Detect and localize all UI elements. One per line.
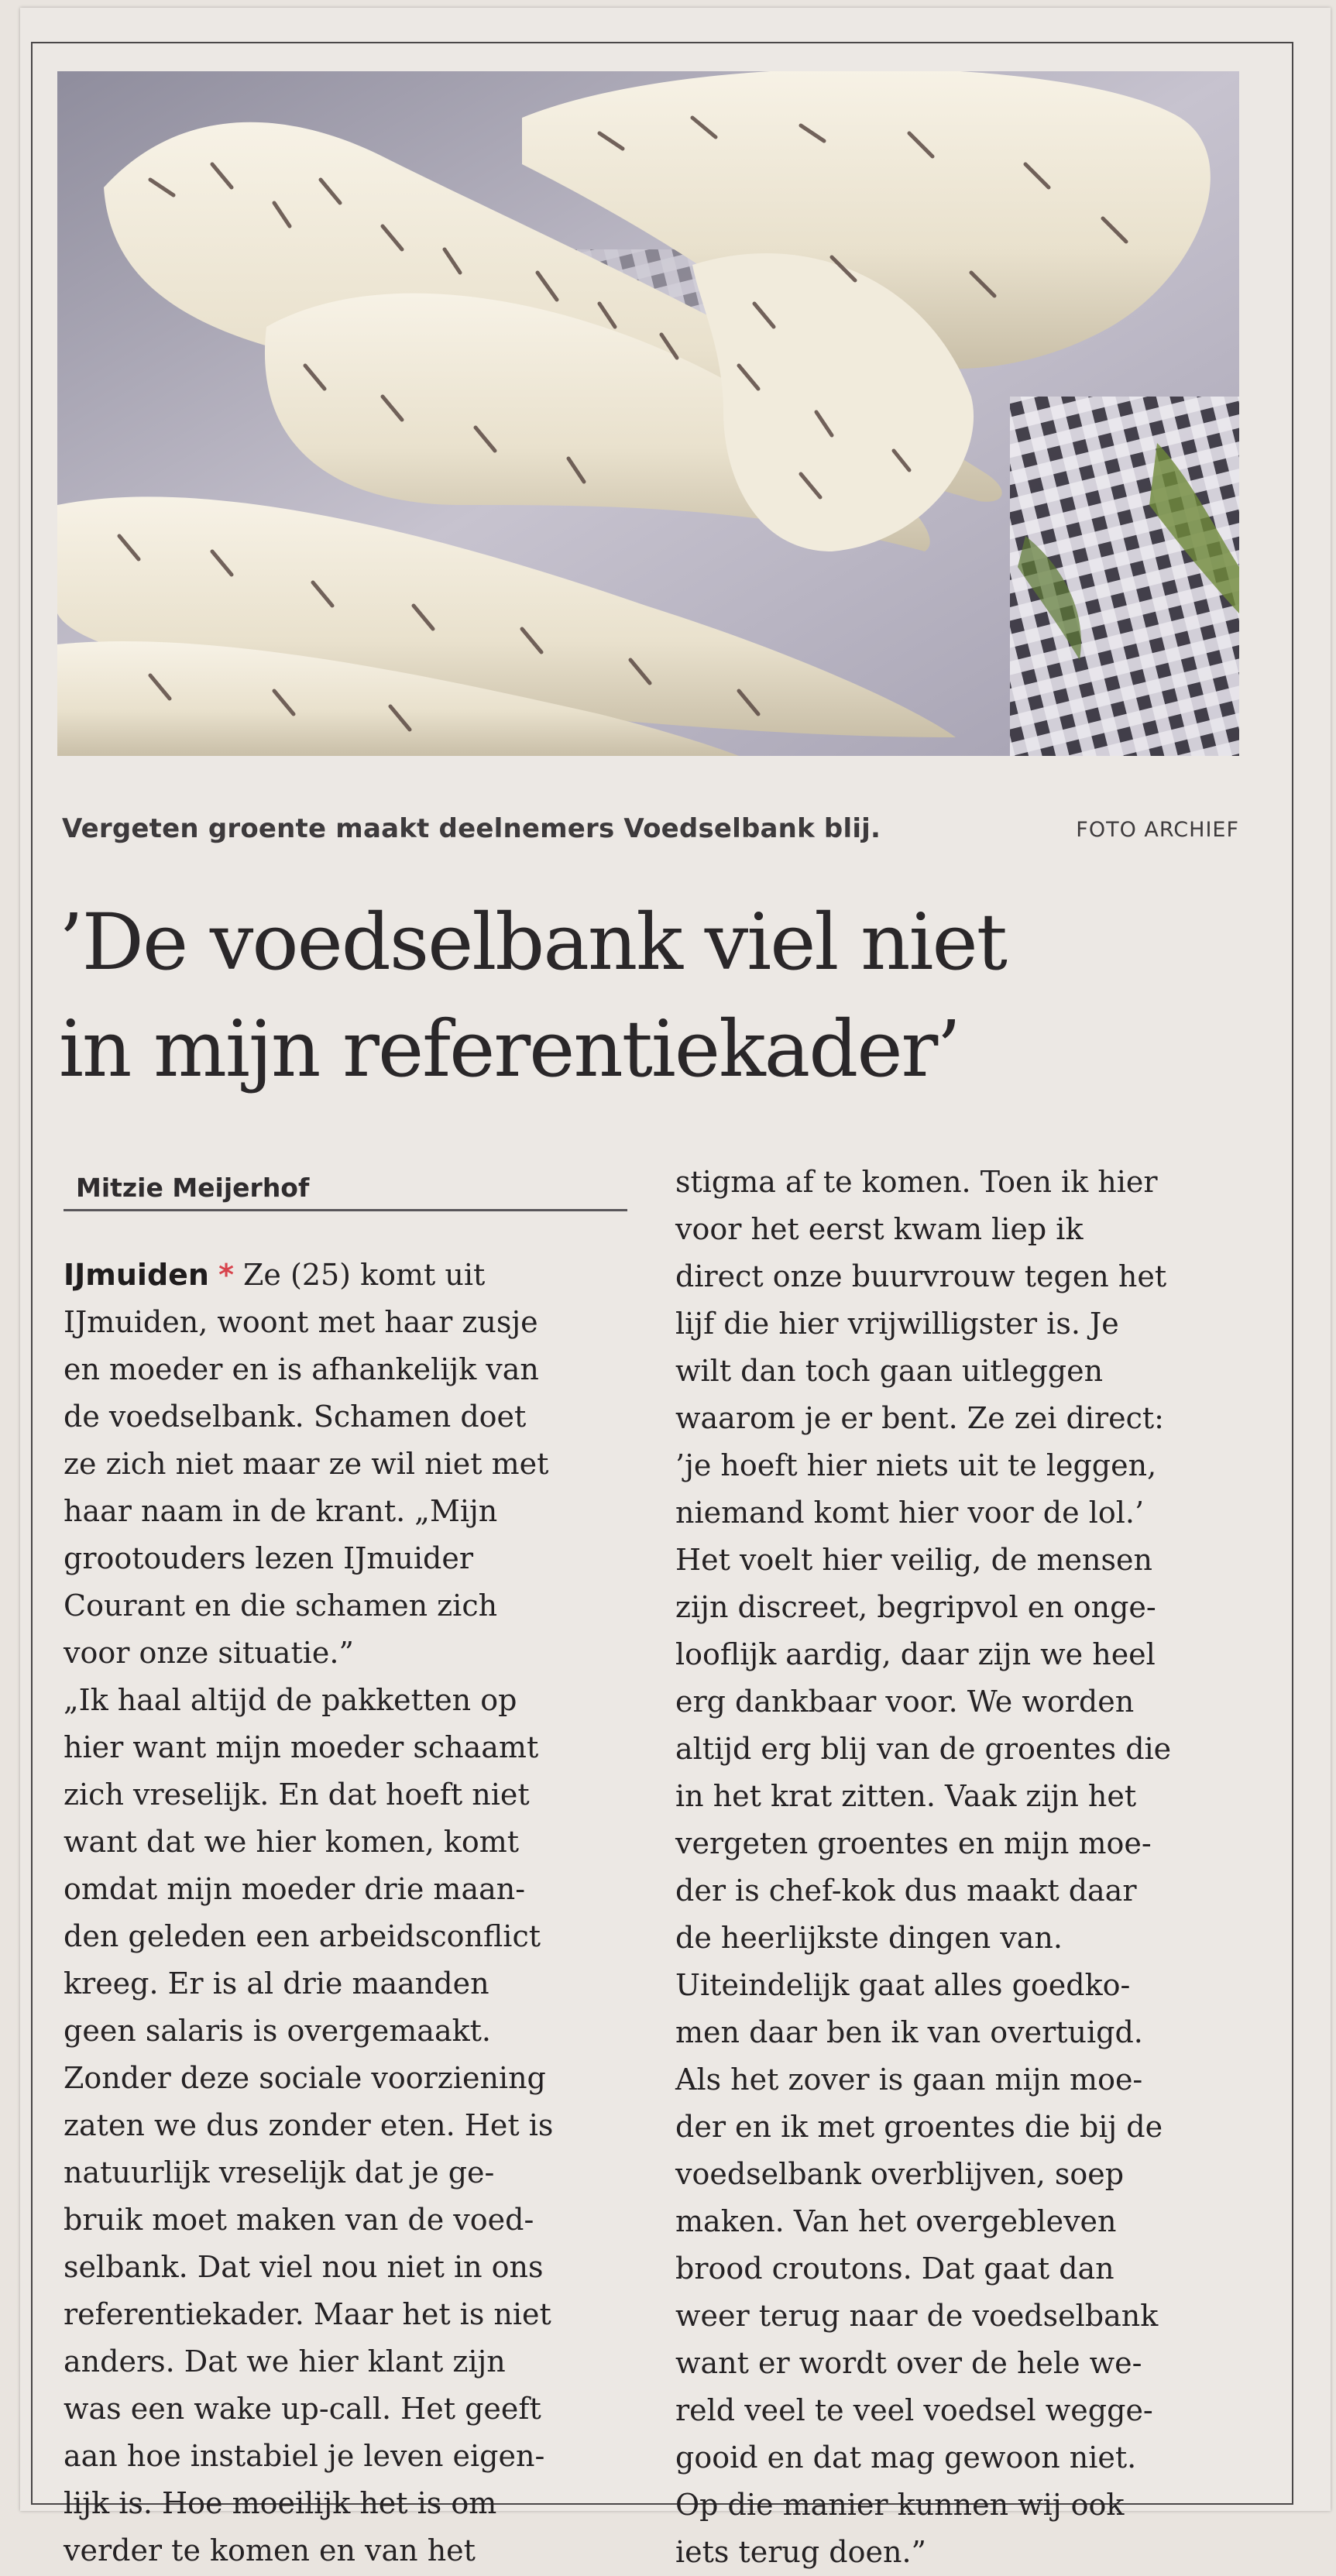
column-line: men daar ben ik van overtuigd. [675,2015,1143,2049]
column-line: bruik moet maken van de voed- [64,2203,534,2237]
parsnips-photo-icon [57,71,1239,756]
column-line: den geleden een arbeidsconflict [64,1919,541,1953]
asterisk-icon: * [218,1258,234,1292]
column-line: zijn discreet, begripvol en onge- [675,1590,1156,1624]
column-line: Uiteindelijk gaat alles goedko- [675,1968,1131,2002]
column-line: wilt dan toch gaan uitleggen [675,1354,1104,1388]
column-line: geen salaris is overgemaakt. [64,2014,491,2048]
byline-divider [64,1209,627,1211]
column-line: Ze (25) komt uit [233,1258,486,1292]
column-line: de voedselbank. Schamen doet [64,1400,527,1434]
column-line: voor onze situatie.” [64,1636,354,1670]
column-line: ’je hoeft hier niets uit te leggen, [675,1448,1157,1482]
column-line: want dat we hier komen, komt [64,1825,520,1859]
column-line: hier want mijn moeder schaamt [64,1730,539,1764]
column-line: zich vreselijk. En dat hoeft niet [64,1777,530,1812]
column-line: omdat mijn moeder drie maan- [64,1872,526,1906]
column-line: altijd erg blij van de groentes die [675,1732,1172,1766]
article-photo [57,71,1239,756]
column-line: voor het eerst kwam liep ik [675,1212,1084,1246]
column-line: looflijk aardig, daar zijn we heel [675,1637,1156,1671]
column-line: „Ik haal altijd de pakketten op [64,1683,517,1717]
column-line: der en ik met groentes die bij de [675,2110,1163,2144]
byline: Mitzie Meijerhof [76,1173,310,1203]
column-line: lijf die hier vrijwilligster is. Je [675,1307,1119,1341]
column-line: was een wake up-call. Het geeft [64,2392,541,2426]
column-line: anders. Dat we hier klant zijn [64,2344,506,2379]
headline-line-1: ’De voedselbank viel niet [59,897,1006,987]
column-line: in het krat zitten. Vaak zijn het [675,1779,1137,1813]
column-line: brood croutons. Dat gaat dan [675,2251,1114,2286]
column-line: vergeten groentes en mijn moe- [675,1826,1152,1860]
column-line: IJmuiden, woont met haar zusje [64,1305,538,1339]
dateline: IJmuiden [64,1258,209,1292]
column-line: direct onze buurvrouw tegen het [675,1259,1167,1293]
column-line: natuurlijk vreselijk dat je ge- [64,2155,495,2190]
headline-line-2: in mijn referentiekader’ [59,1004,960,1094]
photo-credit: FOTO ARCHIEF [1076,818,1239,842]
column-line: lijk is. Hoe moeilijk het is om [64,2486,497,2520]
column-line: waarom je er bent. Ze zei direct: [675,1401,1164,1435]
column-line: Op die manier kunnen wij ook [675,2488,1125,2522]
column-line: referentiekader. Maar het is niet [64,2297,551,2331]
column-line: Zonder deze sociale voorziening [64,2061,546,2095]
column-line: en moeder en is afhankelijk van [64,1352,539,1386]
paragraph-line [64,1252,668,1299]
column-line: haar naam in de krant. „Mijn [64,1494,498,1528]
column-line: aan hoe instabiel je leven eigen- [64,2439,545,2473]
column-line: der is chef-kok dus maakt daar [675,1874,1137,1908]
column-line: Courant en die schamen zich [64,1589,498,1623]
column-line: niemand komt hier voor de lol.’ [675,1496,1145,1530]
article-column-1 [64,1252,668,2574]
column-line: de heerlijkste dingen van. [675,1921,1063,1955]
column-line: gooid en dat mag gewoon niet. [675,2440,1137,2475]
column-line: Het voelt hier veilig, de mensen [675,1543,1152,1577]
column-line: voedselbank overblijven, soep [675,2157,1125,2191]
headline [59,889,1252,1103]
column-line: zaten we dus zonder eten. Het is [64,2108,554,2142]
column-line: verder te komen en van het [64,2533,476,2567]
column-line: maken. Van het overgebleven [675,2204,1117,2238]
photo-caption [62,813,1239,854]
column-line: want er wordt over de hele we- [675,2346,1142,2380]
column-line: reld veel te veel voedsel wegge- [675,2393,1153,2427]
column-line: ze zich niet maar ze wil niet met [64,1447,549,1481]
column-line: kreeg. Er is al drie maanden [64,1966,489,2001]
column-line: erg dankbaar voor. We worden [675,1685,1135,1719]
column-line: selbank. Dat viel nou niet in ons [64,2250,544,2284]
article-column-2 [675,1159,1279,2576]
column-line: iets terug doen.” [675,2535,926,2569]
column-line: stigma af te komen. Toen ik hier [675,1165,1158,1199]
column-line: Als het zover is gaan mijn moe- [675,2063,1143,2097]
column-line: weer terug naar de voedselbank [675,2299,1159,2333]
column-line: grootouders lezen IJmuider [64,1541,474,1575]
caption-text: Vergeten groente maakt deelnemers Voedselbank blij. [62,813,881,844]
